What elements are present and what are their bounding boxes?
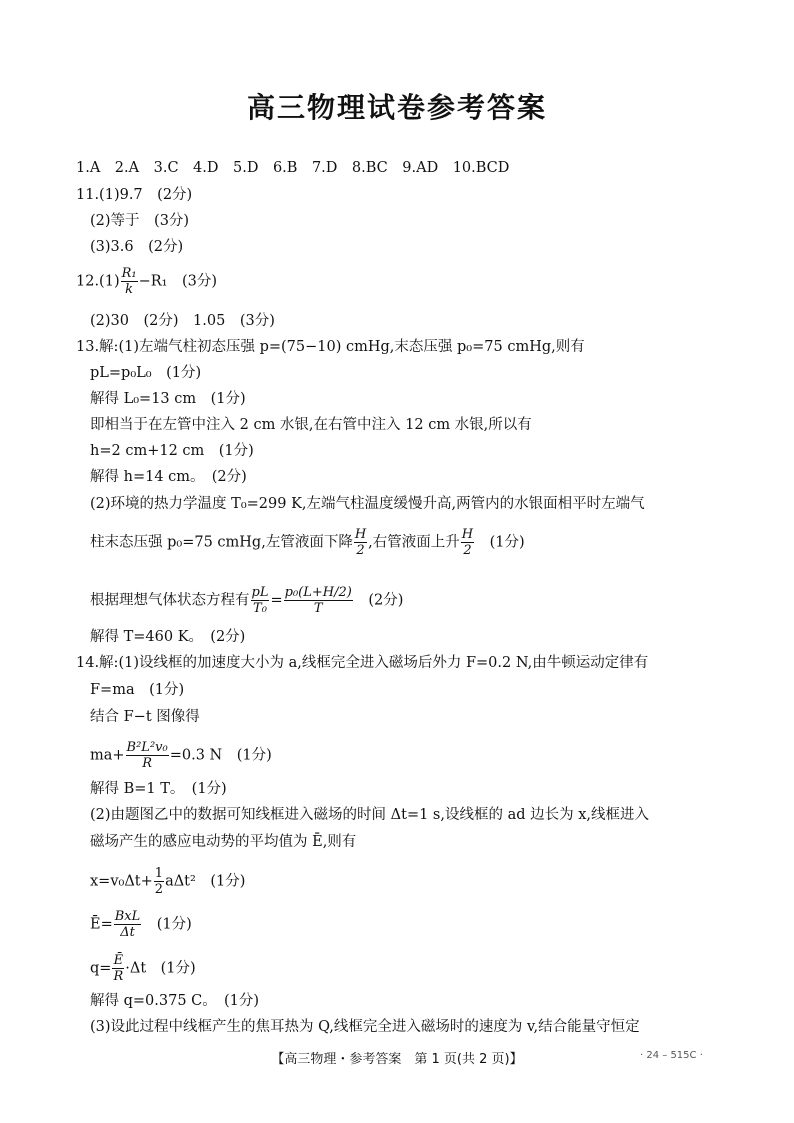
- frac-den: R: [142, 756, 153, 771]
- q14-line-7: 磁场产生的感应电动势的平均值为 Ē,则有: [90, 834, 357, 850]
- q14-line-9: [90, 909, 192, 940]
- frac-num: p₀(L+H/2): [284, 585, 352, 600]
- q13-line-4: 即相当于在左管中注入 2 cm 水银,在右管中注入 12 cm 水银,所以有: [90, 417, 532, 433]
- h-half-fraction-1: [354, 527, 367, 558]
- q12-part2: (2)30 (2分) 1.05 (3分): [90, 313, 275, 329]
- q14-line-1: 14.解:(1)设线框的加速度大小为 a,线框完全进入磁场后外力 F=0.2 N,由牛顿运动定律有: [76, 655, 649, 671]
- q14-line-8-text-a: x=v₀Δt+: [90, 873, 153, 890]
- q13-line-8-text-b: ,右管液面上升: [368, 534, 460, 551]
- frac-den: 2: [356, 543, 365, 558]
- one-half-fraction: [154, 866, 164, 897]
- h-half-fraction-2: [461, 527, 474, 558]
- frac-num: H: [354, 527, 367, 542]
- q13-line-9: [90, 585, 403, 616]
- q13-line-6: 解得 h=14 cm。 (2分): [90, 469, 247, 485]
- q14-line-8: [90, 866, 245, 897]
- q13-line-3: 解得 L₀=13 cm (1分): [90, 391, 246, 407]
- q14-line-4-text-b: =0.3 N (1分): [169, 747, 272, 764]
- frac-num: H: [461, 527, 474, 542]
- frac-num: pL: [251, 585, 269, 600]
- frac-num: Ē: [113, 953, 124, 968]
- q14-line-11: 解得 q=0.375 C。 (1分): [90, 993, 260, 1009]
- q14-line-4-text-a: ma+: [90, 747, 125, 764]
- current-fraction: [112, 953, 124, 984]
- q14-line-10: [90, 953, 196, 984]
- q12-part1: [76, 266, 217, 297]
- q14-line-10-text-a: q=: [90, 960, 112, 977]
- q13-line-8-score: (1分): [475, 534, 525, 551]
- q14-line-6: (2)由题图乙中的数据可知线框进入磁场的时间 Δt=1 s,设线框的 ad 边长为 x,线框进入: [90, 807, 650, 823]
- q14-line-10-text-b: ·Δt (1分): [125, 960, 196, 977]
- frac-den: Δt: [120, 925, 135, 940]
- q13-line-8-text-a: 柱末态压强 p₀=75 cmHg,左管液面下降: [90, 534, 353, 551]
- frac-den: R: [113, 969, 124, 984]
- q14-line-9-text-a: Ē=: [90, 916, 113, 933]
- page-footer: 【高三物理・参考答案 第 1 页(共 2 页)】: [271, 1052, 523, 1067]
- q14-line-12: (3)设此过程中线框产生的焦耳热为 Q,线框完全进入磁场时的速度为 v,结合能量守恒定: [90, 1019, 640, 1035]
- q13-line-7: (2)环境的热力学温度 T₀=299 K,左端气柱温度缓慢升高,两管内的水银面相平时左端气: [90, 496, 645, 512]
- q13-line-8: [90, 527, 525, 558]
- q11-part2: (2)等于 (3分): [90, 213, 190, 229]
- q12-fraction: [121, 266, 138, 297]
- equals-sign: =: [270, 592, 283, 609]
- frac-num: B²L²v₀: [126, 740, 168, 755]
- q11-part3: (3)3.6 (2分): [90, 239, 184, 255]
- q13-line-9-text: 根据理想气体状态方程有: [90, 592, 250, 609]
- frac-den: 2: [463, 543, 472, 558]
- q12-prefix: 12.(1): [76, 273, 120, 290]
- frac-den: T₀: [253, 601, 267, 616]
- q12-frac-num: R₁: [121, 266, 137, 281]
- q13-line-9-score: (2分): [353, 592, 404, 609]
- q14-line-2: F=ma (1分): [90, 682, 185, 698]
- frac-num: BxL: [114, 909, 141, 924]
- state-eq-right-fraction: [284, 585, 353, 616]
- frac-num: 1: [154, 866, 164, 881]
- q13-line-5: h=2 cm+12 cm (1分): [90, 443, 254, 459]
- induced-force-fraction: [126, 740, 169, 771]
- q14-line-8-text-b: aΔt² (1分): [165, 873, 246, 890]
- q12-frac-den: k: [125, 282, 134, 297]
- q12-rest: −R₁ (3分): [138, 273, 218, 290]
- doc-code: · 24 – 515C ·: [640, 1050, 703, 1061]
- choice-answers: 1.A 2.A 3.C 4.D 5.D 6.B 7.D 8.BC 9.AD 10.BCD: [76, 160, 510, 176]
- q14-line-9-text-b: (1分): [142, 916, 192, 933]
- frac-den: 2: [154, 882, 164, 897]
- avg-emf-fraction: [114, 909, 142, 940]
- frac-den: T: [313, 601, 323, 616]
- q14-line-4: [90, 740, 272, 771]
- state-eq-left-fraction: [251, 585, 270, 616]
- page-title: 高三物理试卷参考答案: [246, 91, 547, 124]
- q14-line-3: 结合 F−t 图像得: [90, 709, 200, 725]
- q13-line-10: 解得 T=460 K。 (2分): [90, 629, 246, 645]
- q11-part1: 11.(1)9.7 (2分): [76, 187, 193, 203]
- q14-line-5: 解得 B=1 T。 (1分): [90, 781, 227, 797]
- q13-line-1: 13.解:(1)左端气柱初态压强 p=(75−10) cmHg,末态压强 p₀=75 cmHg,则有: [76, 339, 585, 355]
- q13-line-2: pL=p₀L₀ (1分): [90, 365, 202, 381]
